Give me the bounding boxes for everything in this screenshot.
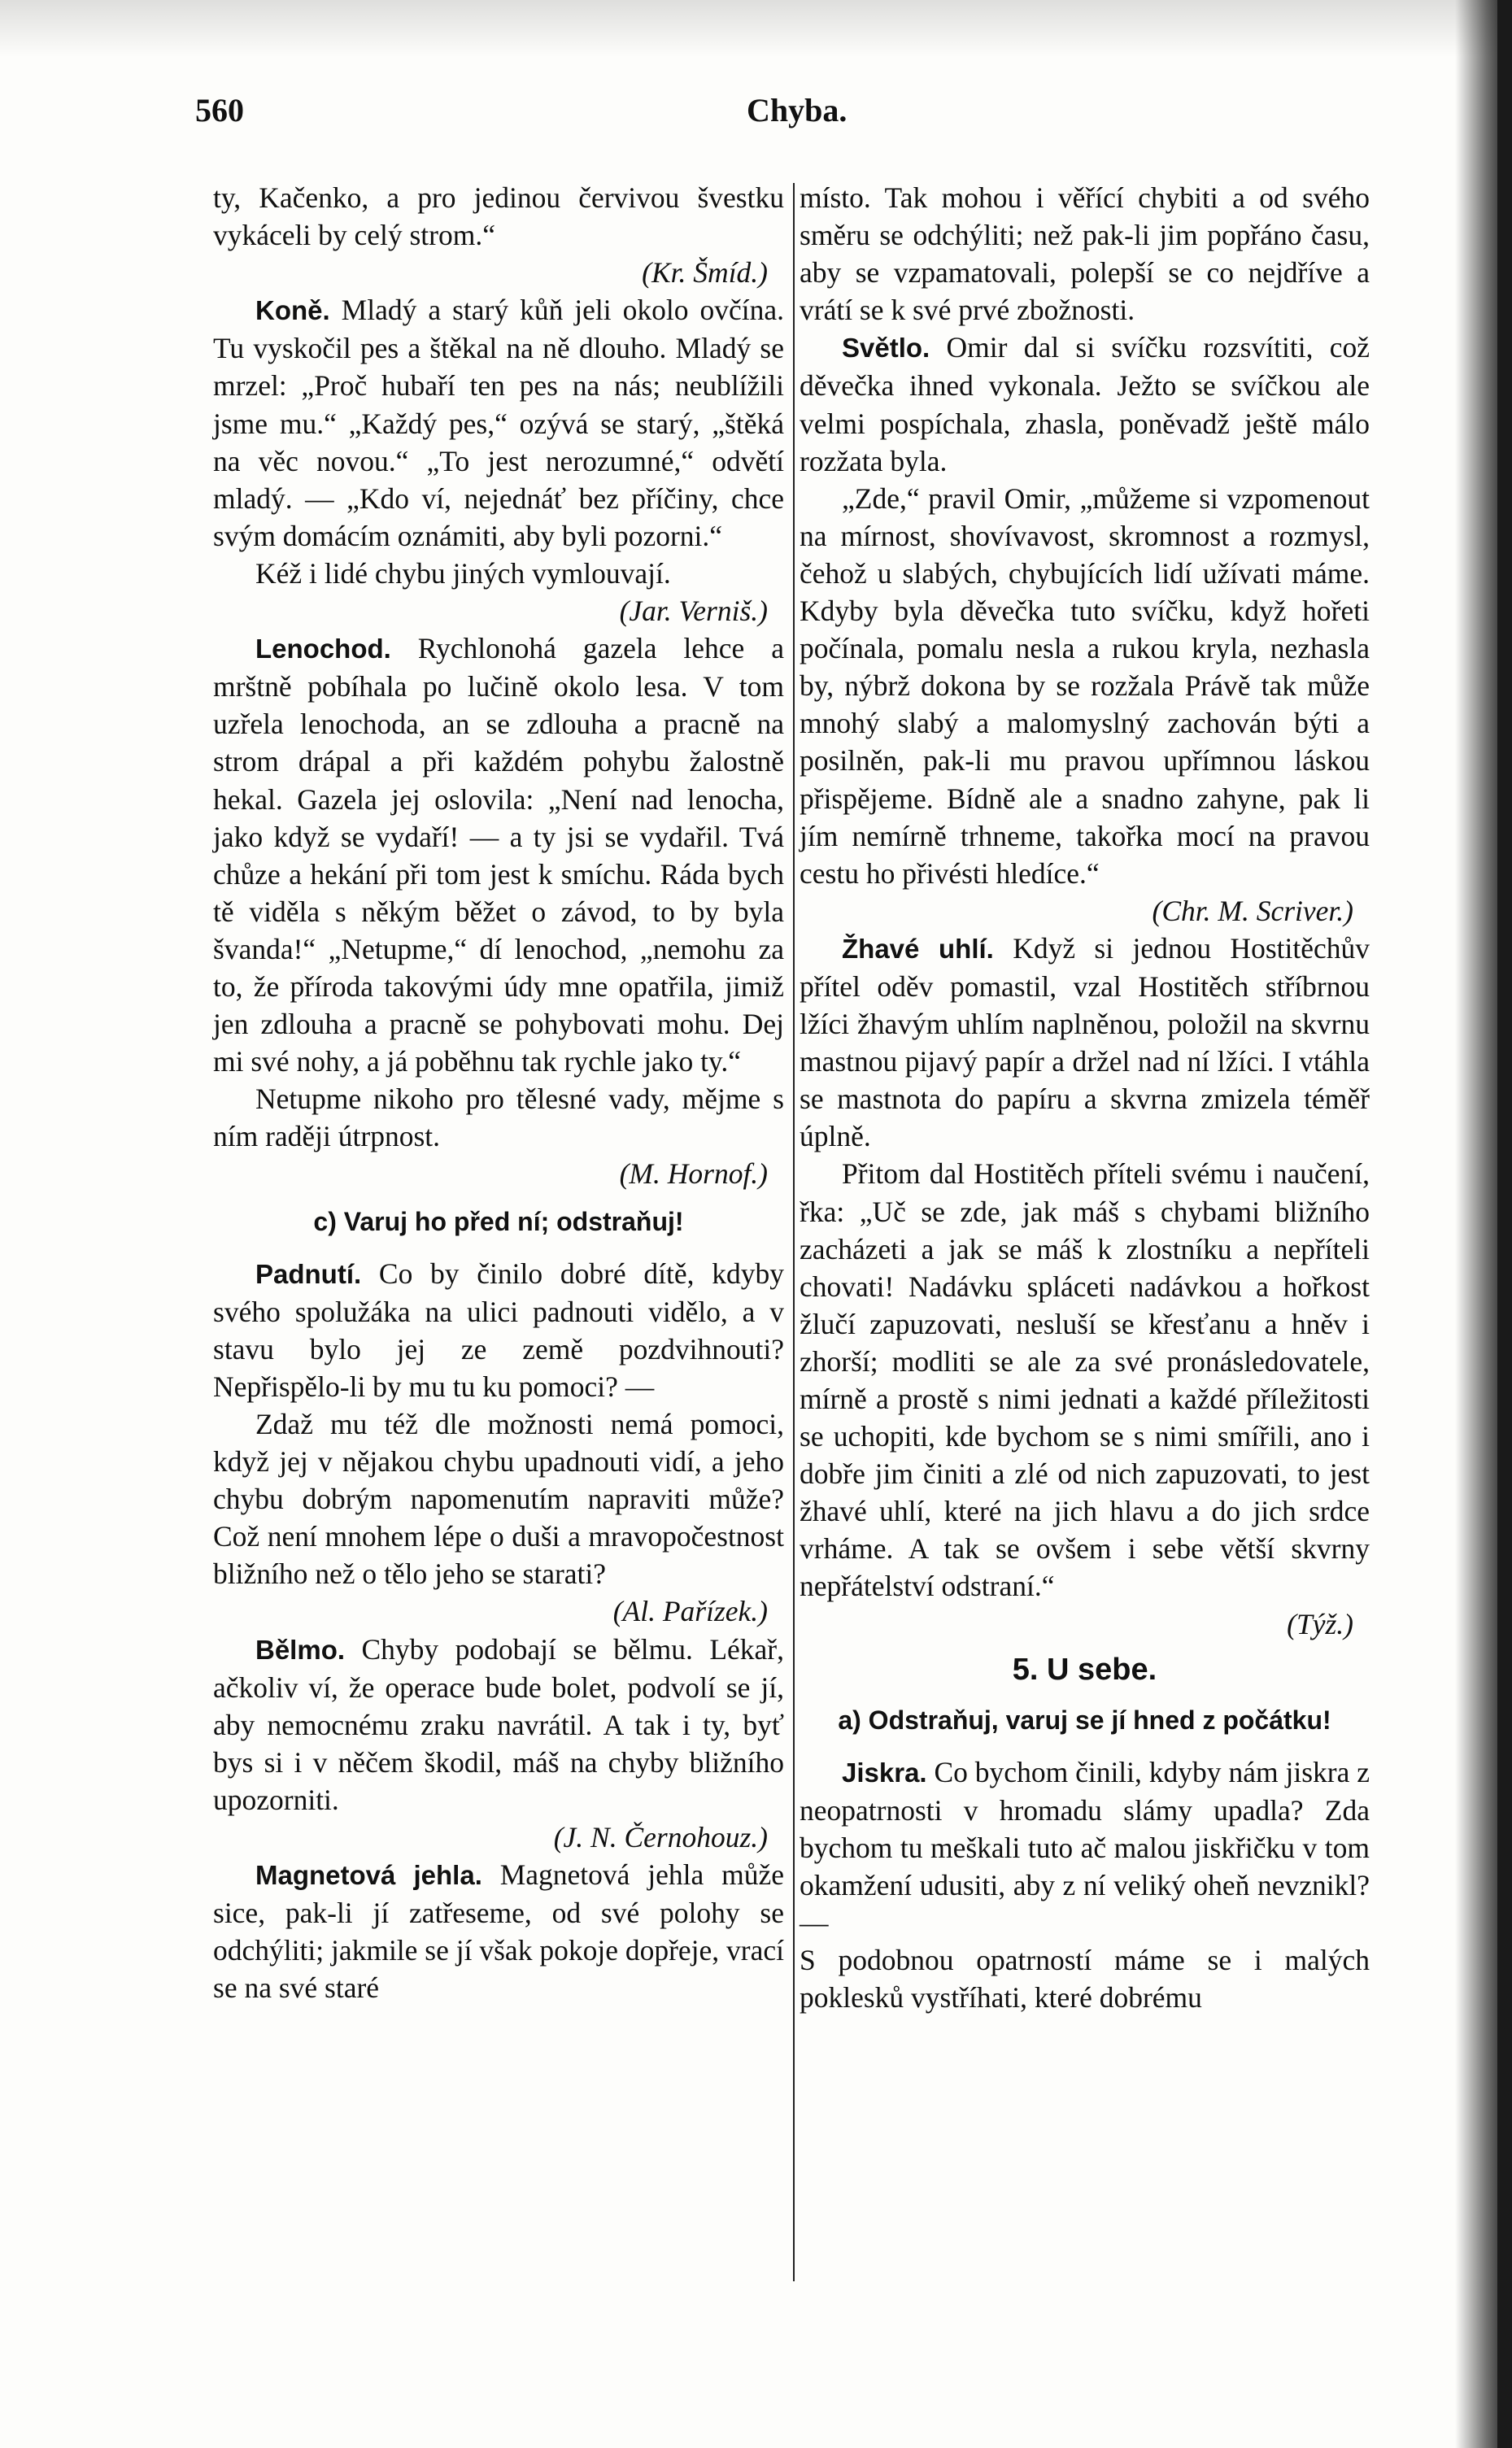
- paragraph: Netupme nikoho pro tělesné vady, mějme s ním raději útrpnost.: [213, 1082, 784, 1153]
- paragraph: místo. Tak mohou i věřící chybiti a od svého směru se odchýliti; než pak-li jim popřáno času, aby se vzpamatovali, polepší se co nejdříve a vrátí se k své prvé zbožnosti.: [800, 181, 1370, 327]
- section-heading: 5. U sebe.: [1012, 1652, 1157, 1687]
- entry-text: Co bychom činili, kdyby nám jiskra z neopatrnosti v hromadu slámy upadla? Zda bychom tu meškali tuto ač malou jiskřičku v tom okamžení udusiti, aby z ní veliký oheň nevznikl? —: [800, 1755, 1370, 1940]
- paragraph: S podobnou opatrností máme se i malých poklesků vystříhati, které dobrému: [800, 1944, 1370, 2015]
- attribution: (J. N. Černohouz.): [553, 1821, 768, 1854]
- paragraph: [800, 1753, 1370, 1941]
- column-divider: [793, 183, 795, 2281]
- entry-keyword: Koně.: [255, 295, 330, 326]
- entry-text: Když si jednou Hostitěchův přítel oděv pomastil, vzal Hostitěch stříbrnou lžíci žhavým uhlím naplněnou, položil na skvrnu mastnou pijavý papír a držel nad ní lžíci. I vtáhla se mastnota do papíru a skvrna zmizela téměř úplně.: [800, 931, 1370, 1153]
- entry-text: Omir dal si svíčku rozsvítiti, což děvečka ihned vykonala. Ježto se svíčkou ale velmi pospíchala, zhasla, poněvadž ještě málo rozžata byla.: [800, 331, 1370, 477]
- paragraph: „Zde,“ pravil Omir, „můžeme si vzpomenout na mírnost, shovívavost, skromnost a rozmysl, čehož u slabých, chybujících lidí užívati máme. Kdyby byla děvečka tuto svíčku, když hořeti počínala, pomalu nesla a rukou kryla, nezhasla by, nýbrž dokona by se rozžala Právě tak může mnohý slabý a malomyslný zachován býti a posilněn, pak-li mu pravou upřímnou láskou přispějeme. Bídně ale a snadno zahyne, pak li jím nemírně trhneme, takořka mocí na pravou cestu ho přivésti hledíce.“: [800, 481, 1370, 890]
- entry-text: Chyby podobají se bělmu. Lékař, ačkoliv ví, že operace bude bolet, podvolí se jí, aby nemocnému zraku navrátil. A tak i ty, byť bys si i v něčem škodil, máš na chyby bližního upozorniti.: [213, 1632, 784, 1816]
- attribution: (Jar. Verniš.): [619, 595, 768, 628]
- entry-keyword: Magnetová jehla.: [255, 1860, 482, 1891]
- attribution: (Al. Pařízek.): [612, 1595, 768, 1628]
- paragraph: Přitom dal Hostitěch příteli svému i naučení, řka: „Uč se zde, jak máš s chybami bližního zacházeti a jak se máš k zlostníku a nepříteli chovati! Nadávku spláceti nadávkou a hořkost žlučí zapuzovati, nesluší se křesťanu a hněv i zhorší; modliti se ale za své pronásledovatele, mírně a prostě s nimi jednati a každé příležitosti se uchopiti, kde bychom se s nimi smířili, ano i dobře jim činiti a zlé od nich zapuzovati, to jest žhavé uhlí, které na jich hlavu a do jich srdce vrháme. A tak se ovšem i sebe větší skvrny nepřátelství odstraní.“: [800, 1157, 1370, 1603]
- subsection-heading: c) Varuj ho před ní; odstraňuj!: [313, 1206, 684, 1236]
- attribution: (Týž.): [1287, 1607, 1353, 1640]
- right-column: [800, 179, 1370, 2017]
- paragraph: ty, Kačenko, a pro jedinou červivou švestku vykáceli by celý strom.“: [213, 181, 784, 252]
- paragraph: Kéž i lidé chybu jiných vymlouvají.: [255, 556, 671, 590]
- entry-keyword: Lenochod.: [255, 634, 391, 664]
- paragraph: [213, 1255, 784, 1405]
- paragraph: [213, 291, 784, 555]
- attribution: (Kr. Šmíd.): [642, 256, 768, 290]
- running-title: Chyba.: [747, 92, 848, 128]
- entry-text: Mladý a starý kůň jeli okolo ovčína. Tu vyskočil pes a štěkal na ně dlouho. Mladý se mrzel: „Proč hubaří ten pes na nás; neublížili jsme mu.“ „Každý pes,“ ozývá se starý, „štěká na věc novou.“ „To jest nerozumné,“ odvětí mladý. — „Kdo ví, nejednáť bez příčiny, chce svým domácím oznámiti, aby byli pozorni.“: [213, 294, 784, 552]
- paragraph: [213, 1856, 784, 2006]
- paragraph: [213, 1631, 784, 1819]
- attribution: (Chr. M. Scriver.): [1152, 894, 1353, 927]
- entry-text: Co by činilo dobré dítě, kdyby svého spolužáka na ulici padnouti vidělo, a v stavu bylo jej ze země pozdvihnouti? Nepřispělo-li by mu tu ku pomoci? —: [213, 1257, 784, 1403]
- entry-keyword: Jiskra.: [842, 1757, 927, 1788]
- paragraph: [800, 930, 1370, 1156]
- attribution: (M. Hornof.): [619, 1157, 768, 1191]
- paragraph: [800, 329, 1370, 479]
- left-column: [213, 179, 784, 2007]
- subsection-heading: a) Odstraňuj, varuj se jí hned z počátku!: [838, 1705, 1331, 1735]
- paragraph: [213, 629, 784, 1080]
- entry-keyword: Padnutí.: [255, 1258, 362, 1289]
- entry-text: Magnetová jehla může sice, pak-li jí zatřeseme, od své polohy se odchýliti; jakmile se jí však pokoje dopřeje, vrací se na své staré: [213, 1858, 784, 2005]
- page-number: 560: [195, 92, 244, 128]
- entry-keyword: Světlo.: [842, 333, 930, 364]
- binding-edge: [1497, 0, 1512, 2448]
- entry-keyword: Žhavé uhlí.: [842, 933, 994, 964]
- entry-keyword: Bělmo.: [255, 1634, 346, 1665]
- entry-text: Rychlonohá gazela lehce a mrštně pobíhala po lučině okolo lesa. V tom uzřela lenochoda, an se zdlouha a pracně na strom drápal a při každém pohybu žalostně hekal. Gazela jej oslovila: „Není nad lenocha, jako když se vydaří! — a ty jsi se vydařil. Tvá chůze a hekání při tom jest k smíchu. Ráda bych tě viděla s někým běžet o závod, to by byla švanda!“ „Netupme,“ dí lenochod, „nemohu za to, že příroda takovými údy mne opatřila, jimiž jen zdlouha a pracně se pohybovati mohu. Dej mi své nohy, a já poběhnu tak rychle jako ty.“: [213, 632, 784, 1078]
- scan-top-shadow: [0, 0, 1512, 57]
- paragraph: Zdaž mu též dle možnosti nemá pomoci, když jej v nějakou chybu upadnouti vidí, a jeho chybu dobrým napomenutím napraviti může? Což není mnohem lépe o duši a mravopočestnost bližního než o tělo jeho se starati?: [213, 1408, 784, 1591]
